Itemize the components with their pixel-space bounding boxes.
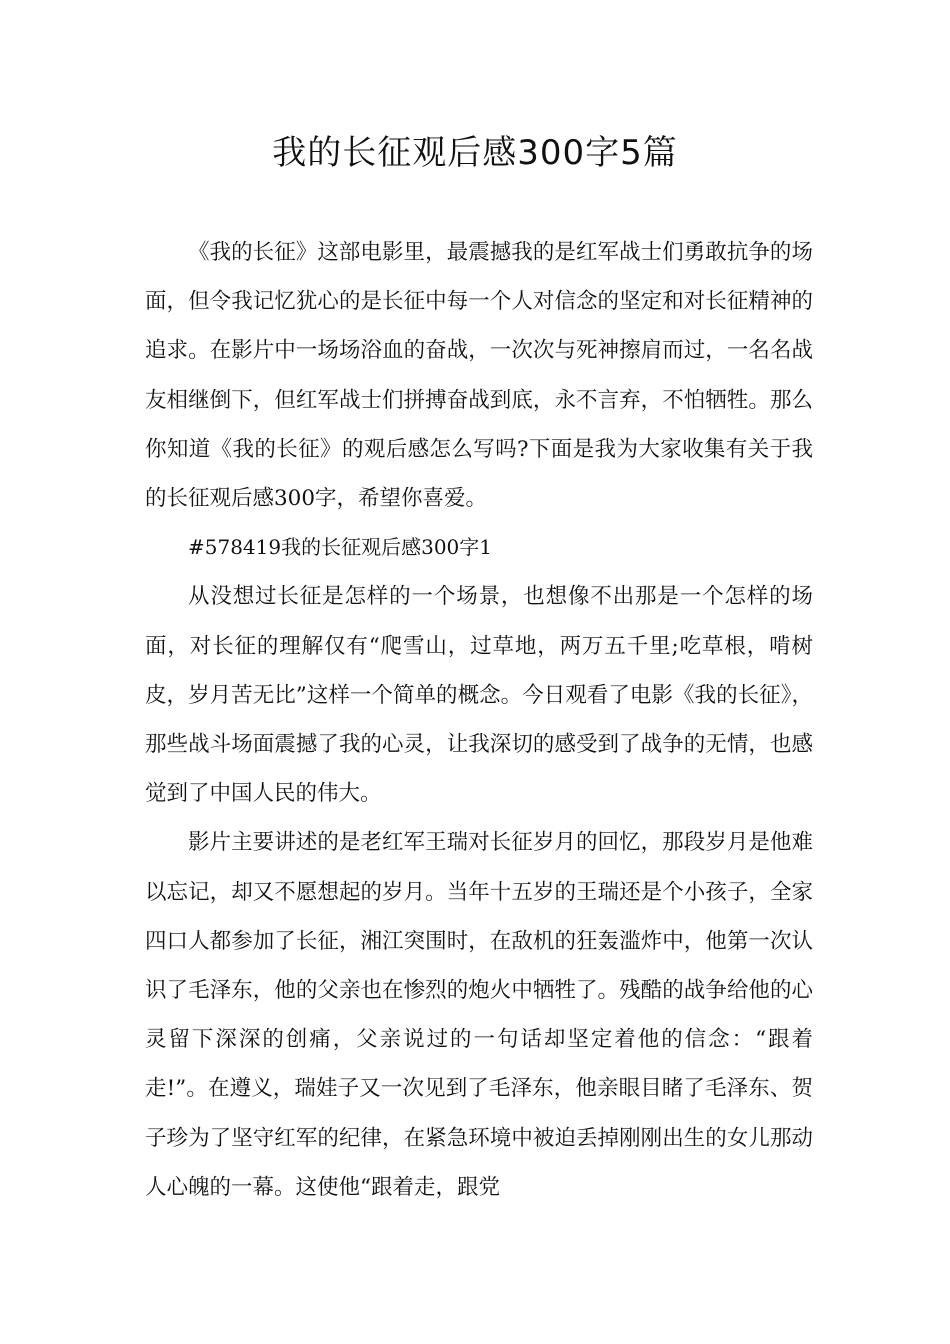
section-heading: #578419我的长征观后感300字1 xyxy=(188,535,493,560)
document-title: 我的长征观后感300字5篇 xyxy=(272,133,678,173)
intro-paragraph: 《我的长征》这部电影里，最震撼我的是红军战士们勇敢抗争的场面，但令我记忆犹心的是长征中每一个人对信念的坚定和对长征精神的追求。在影片中一场场浴血的奋战，一次次与死神擦肩而过，一名名战友相继倒下，但红军战士们拼搏奋战到底，永不言弃，不怕牺牲。那么你知道《我的长征》的观后感怎么写吗?下面是我为大家收集有关于我的长征观后感300字，希望你喜爱。 xyxy=(145,240,813,512)
body-paragraph-2: 影片主要讲述的是老红军王瑞对长征岁月的回忆，那段岁月是他难以忘记，却又不愿想起的岁月。当年十五岁的王瑞还是个小孩子，全家四口人都参加了长征，湘江突围时，在敌机的狂轰滥炸中，他第一次认识了毛泽东，他的父亲也在惨烈的炮火中牺牲了。残酷的战争给他的心灵留下深深的创痛，父亲说过的一句话却坚定着他的信念：“跟着走!”。在遵义，瑞娃子又一次见到了毛泽东，他亲眼目睹了毛泽东、贺子珍为了坚守红军的纪律，在紧急环境中被迫丢掉刚刚出生的女儿那动人心魄的一幕。这使他“跟着走，跟党 xyxy=(145,830,813,1200)
document-body xyxy=(145,228,813,1212)
body-paragraph-1: 从没想过长征是怎样的一个场景，也想像不出那是一个怎样的场面，对长征的理解仅有“爬雪山，过草地，两万五千里;吃草根，啃树皮，岁月苦无比”这样一个简单的概念。今日观看了电影《我的长征》，那些战斗场面震撼了我的心灵，让我深切的感受到了战争的无情，也感觉到了中国人民的伟大。 xyxy=(145,584,813,807)
